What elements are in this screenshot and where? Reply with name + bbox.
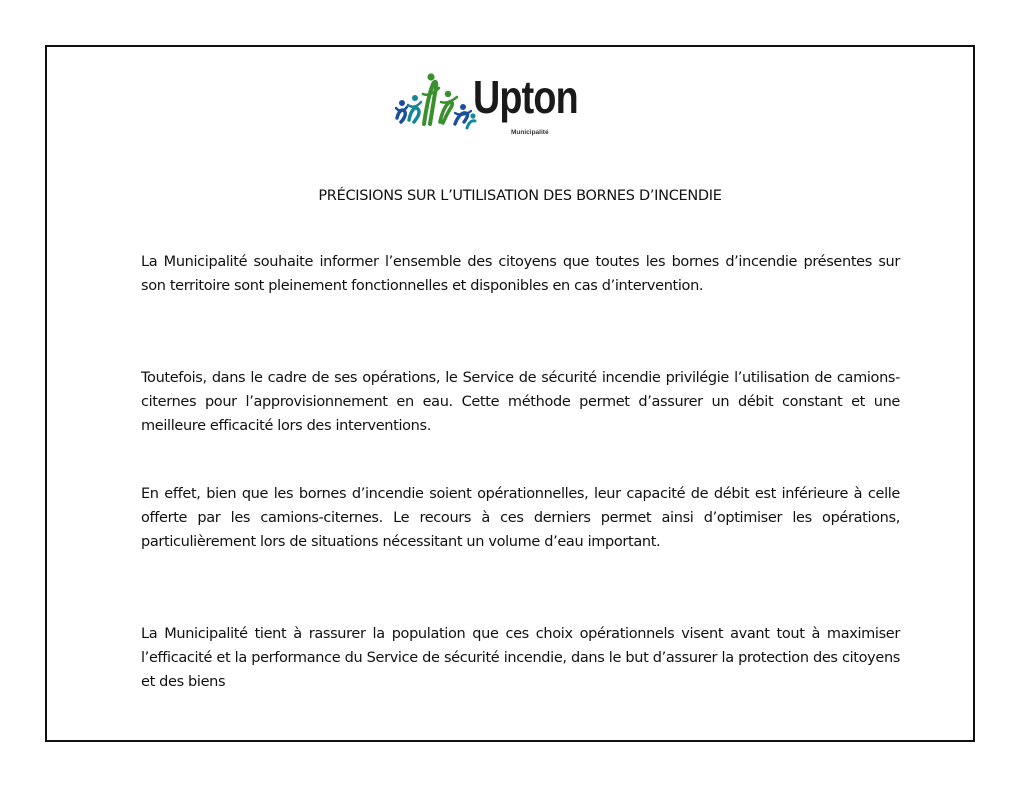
logo-subtitle: Municipalité bbox=[511, 129, 549, 136]
municipality-logo bbox=[395, 72, 595, 146]
paragraph-3: En effet, bien que les bornes d’incendie soient opérationnelles, leur capacité de débit est inférieure à celle offerte par les camions-citernes. Le recours à ces derniers permet ainsi d’optimiser les opérations, particulièrement lors de situations nécessitant un volume d’eau important. bbox=[141, 486, 900, 550]
people-figures-icon bbox=[395, 72, 477, 134]
paragraph-1: La Municipalité souhaite informer l’ensemble des citoyens que toutes les bornes d’incendie présentes sur son territoire sont pleinement fonctionnelles et disponibles en cas d’intervention. bbox=[141, 254, 900, 294]
paragraph-4: La Municipalité tient à rassurer la population que ces choix opérationnels visent avant tout à maximiser l’efficacité et la performance du Service de sécurité incendie, dans le but d’assurer la protection des citoyens et des biens bbox=[141, 626, 900, 690]
logo-wordmark: Upton bbox=[473, 71, 578, 123]
document-title: PRÉCISIONS SUR L’UTILISATION DES BORNES D’INCENDIE bbox=[318, 188, 722, 204]
paragraph-2: Toutefois, dans le cadre de ses opérations, le Service de sécurité incendie privilégie l’utilisation de camions-citernes pour l’approvisionnement en eau. Cette méthode permet d’assurer un débit constant et une meilleure efficacité lors des interventions. bbox=[141, 370, 900, 434]
